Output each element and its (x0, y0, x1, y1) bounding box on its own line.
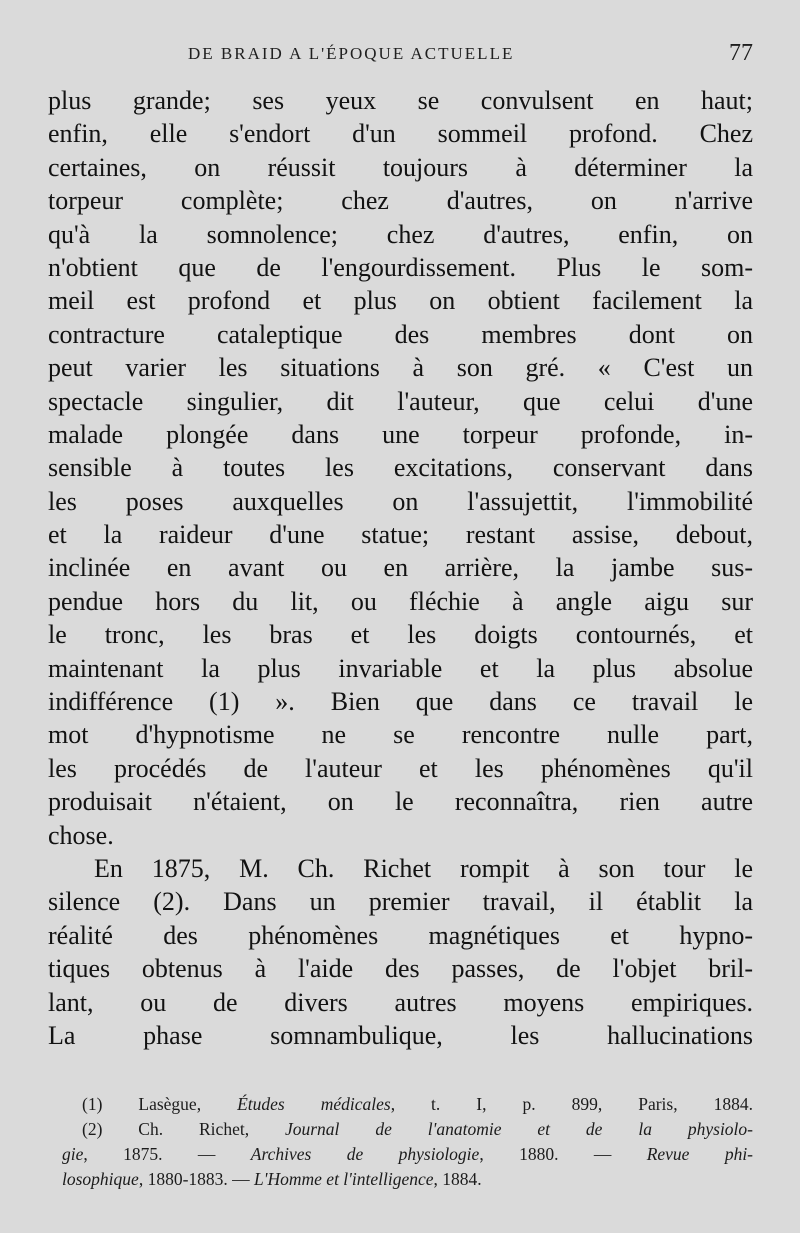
running-title: DE BRAID A L'ÉPOQUE ACTUELLE (188, 44, 515, 63)
footnote-text: (1) Lasègue, (82, 1094, 238, 1114)
text-line: chose. (48, 820, 114, 850)
text-line: maintenant la plus invariable et la plus absolue (48, 653, 753, 683)
text-line: silence (2). Dans un premier travail, il établit la (48, 887, 753, 917)
page-header (48, 40, 753, 72)
text-line: les procédés de l'auteur et les phénomènes qu'il (48, 753, 753, 783)
footnote-text: , 1880-1883. — (138, 1169, 255, 1189)
text-line: enfin, elle s'endort d'un sommeil profond. Chez (48, 119, 753, 149)
text-line: mot d'hypnotisme ne se rencontre nulle part, (48, 720, 753, 750)
text-line: les poses auxquelles on l'assujettit, l'immobilité (48, 486, 753, 516)
page-number: 77 (729, 40, 753, 66)
footnote-2 (62, 1117, 753, 1142)
footnote-text: , t. I, p. 899, Paris, 1884. (390, 1094, 753, 1114)
footnote-italic-text: losophique (62, 1169, 139, 1189)
text-line: spectacle singulier, dit l'auteur, que celui d'une (48, 386, 753, 416)
paragraph-start-line: En 1875, M. Ch. Richet rompit à son tour le (94, 853, 753, 883)
footnote-1 (62, 1092, 753, 1117)
text-line: produisait n'étaient, on le reconnaîtra, rien autre (48, 787, 753, 817)
footnote-text: (2) Ch. Richet, (82, 1119, 285, 1139)
text-line: torpeur complète; chez d'autres, on n'arrive (48, 186, 753, 216)
text-line: qu'à la somnolence; chez d'autres, enfin, on (48, 219, 753, 249)
text-line: meil est profond et plus on obtient facilement la (48, 286, 753, 316)
footnote-italic-text: L'Homme et l'intelligence (254, 1169, 434, 1189)
text-line: peut varier les situations à son gré. « C'est un (48, 353, 753, 383)
footnote-italic-text: gie (62, 1144, 84, 1164)
footnote-italic-text: Archives de physiologie (250, 1144, 480, 1164)
text-line: La phase somnambulique, les hallucinations (48, 1020, 753, 1050)
text-line: contracture cataleptique des membres dont on (48, 319, 753, 349)
body-text (48, 84, 753, 1052)
text-line: le tronc, les bras et les doigts contournés, et (48, 620, 753, 650)
text-line: et la raideur d'une statue; restant assise, debout, (48, 520, 753, 550)
footnotes (62, 1092, 753, 1192)
text-line: indifférence (1) ». Bien que dans ce travail le (48, 687, 753, 717)
footnote-text: , 1884. (433, 1169, 482, 1189)
text-line: sensible à toutes les excitations, conservant dans (48, 453, 753, 483)
footnote-italic-text: Journal de l'anatomie et de la physiolo- (284, 1119, 753, 1139)
footnote-2-end (62, 1167, 753, 1192)
text-line: inclinée en avant ou en arrière, la jambe sus- (48, 553, 753, 583)
footnote-italic-text: Études médicales (237, 1094, 391, 1114)
footnote-2-cont (62, 1142, 753, 1167)
text-line: lant, ou de divers autres moyens empiriques. (48, 987, 753, 1017)
footnote-italic-text: Revue phi- (646, 1144, 754, 1164)
text-line: réalité des phénomènes magnétiques et hypno- (48, 920, 753, 950)
text-line: certaines, on réussit toujours à déterminer la (48, 152, 753, 182)
text-line: pendue hors du lit, ou fléchie à angle aigu sur (48, 586, 753, 616)
text-line: malade plongée dans une torpeur profonde, in- (48, 419, 753, 449)
text-line: n'obtient que de l'engourdissement. Plus le som- (48, 252, 753, 282)
text-line: plus grande; ses yeux se convulsent en haut; (48, 86, 753, 115)
footnote-text: , 1880. — (479, 1144, 647, 1164)
text-line: tiques obtenus à l'aide des passes, de l'objet bril- (48, 954, 753, 984)
footnote-text: , 1875. — (83, 1144, 251, 1164)
